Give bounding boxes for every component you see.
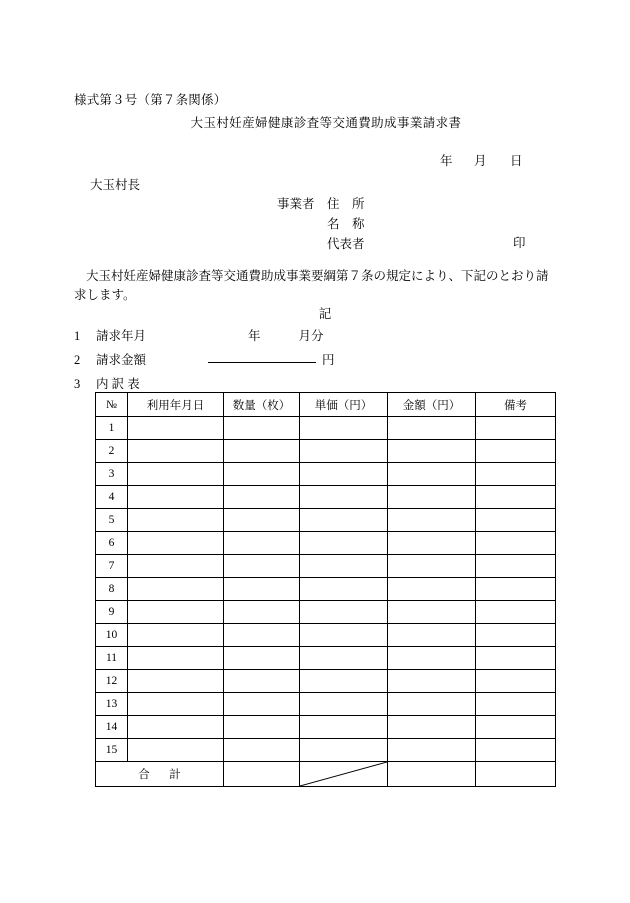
- cell-unit-price[interactable]: [300, 509, 388, 532]
- date-year-label: 年: [440, 154, 453, 168]
- cell-quantity[interactable]: [224, 417, 300, 440]
- representative-label: 代表者: [327, 237, 365, 251]
- cell-quantity[interactable]: [224, 578, 300, 601]
- table-row: [96, 555, 556, 578]
- header-note: 備考: [476, 393, 556, 417]
- table-row: [96, 647, 556, 670]
- business-operator-label: 事業者: [277, 197, 315, 211]
- date-month-label: 月: [474, 154, 487, 168]
- cell-amount[interactable]: [388, 693, 476, 716]
- item-1-number: 1: [74, 329, 81, 343]
- cell-use-date[interactable]: [128, 624, 224, 647]
- row-no: 8: [96, 578, 128, 601]
- cell-quantity[interactable]: [224, 463, 300, 486]
- row-no: 10: [96, 624, 128, 647]
- row-no: 14: [96, 716, 128, 739]
- cell-use-date[interactable]: [128, 670, 224, 693]
- row-no: 1: [96, 417, 128, 440]
- cell-amount[interactable]: [388, 463, 476, 486]
- item-breakdown: [74, 374, 140, 392]
- cell-note[interactable]: [476, 693, 556, 716]
- table-row: [96, 417, 556, 440]
- cell-unit-price[interactable]: [300, 647, 388, 670]
- table-row: [96, 440, 556, 463]
- cell-amount[interactable]: [388, 578, 476, 601]
- cell-note[interactable]: [476, 578, 556, 601]
- cell-note[interactable]: [476, 624, 556, 647]
- item-billing-amount: [74, 350, 146, 368]
- cell-note[interactable]: [476, 670, 556, 693]
- table-row: [96, 739, 556, 762]
- item-3-label: 内 訳 表: [96, 377, 140, 391]
- cell-unit-price[interactable]: [300, 532, 388, 555]
- cell-amount[interactable]: [388, 486, 476, 509]
- row-no: 11: [96, 647, 128, 670]
- item-2-number: 2: [74, 353, 81, 367]
- cell-amount[interactable]: [388, 670, 476, 693]
- cell-amount[interactable]: [388, 601, 476, 624]
- table-row: [96, 532, 556, 555]
- cell-note[interactable]: [476, 463, 556, 486]
- cell-note[interactable]: [476, 647, 556, 670]
- cell-use-date[interactable]: [128, 647, 224, 670]
- item-3-number: 3: [74, 377, 81, 391]
- header-amount: 金額（円）: [388, 393, 476, 417]
- party-address-row: [277, 194, 379, 214]
- cell-use-date[interactable]: [128, 693, 224, 716]
- address-label: 住 所: [327, 197, 365, 211]
- cell-unit-price[interactable]: [300, 739, 388, 762]
- billing-period-value: [248, 326, 324, 344]
- cell-unit-price[interactable]: [300, 670, 388, 693]
- cell-use-date[interactable]: [128, 509, 224, 532]
- cell-use-date[interactable]: [128, 486, 224, 509]
- total-amount[interactable]: [388, 762, 476, 787]
- cell-use-date[interactable]: [128, 555, 224, 578]
- row-no: 2: [96, 440, 128, 463]
- cell-amount[interactable]: [388, 624, 476, 647]
- cell-note[interactable]: [476, 509, 556, 532]
- cell-unit-price[interactable]: [300, 417, 388, 440]
- table-total-row: [96, 762, 556, 787]
- cell-use-date[interactable]: [128, 417, 224, 440]
- cell-unit-price[interactable]: [300, 693, 388, 716]
- cell-note[interactable]: [476, 486, 556, 509]
- row-no: 7: [96, 555, 128, 578]
- total-unit-price-blocked: [300, 762, 388, 787]
- cell-quantity[interactable]: [224, 670, 300, 693]
- billing-month-label: 月分: [298, 329, 324, 343]
- cell-quantity[interactable]: [224, 555, 300, 578]
- cell-note[interactable]: [476, 716, 556, 739]
- row-no: 5: [96, 509, 128, 532]
- table-row: [96, 486, 556, 509]
- cell-amount[interactable]: [388, 555, 476, 578]
- header-unit-price: 単価（円）: [300, 393, 388, 417]
- cell-unit-price[interactable]: [300, 624, 388, 647]
- cell-note[interactable]: [476, 417, 556, 440]
- seal-label: 印: [513, 236, 526, 250]
- cell-note[interactable]: [476, 739, 556, 762]
- table-row: [96, 670, 556, 693]
- header-no: №: [96, 393, 128, 417]
- cell-amount[interactable]: [388, 440, 476, 463]
- cell-quantity[interactable]: [224, 647, 300, 670]
- cell-amount[interactable]: [388, 647, 476, 670]
- row-no: 3: [96, 463, 128, 486]
- table-row: [96, 624, 556, 647]
- total-label: 合 計: [96, 762, 224, 787]
- amount-underline: [208, 362, 316, 363]
- cell-note[interactable]: [476, 440, 556, 463]
- cell-quantity[interactable]: [224, 601, 300, 624]
- item-2-label: 請求金額: [96, 353, 147, 367]
- row-no: 15: [96, 739, 128, 762]
- cell-unit-price[interactable]: [300, 486, 388, 509]
- amount-yen-label: 円: [322, 353, 335, 367]
- table-row: [96, 716, 556, 739]
- table-row: [96, 509, 556, 532]
- cell-quantity[interactable]: [224, 739, 300, 762]
- header-use-date: 利用年月日: [128, 393, 224, 417]
- billing-year-label: 年: [248, 329, 261, 343]
- cell-quantity[interactable]: [224, 716, 300, 739]
- table-row: [96, 463, 556, 486]
- total-note[interactable]: [476, 762, 556, 787]
- cell-unit-price[interactable]: [300, 578, 388, 601]
- cell-note[interactable]: [476, 555, 556, 578]
- item-1-label: 請求年月: [96, 329, 147, 343]
- party-name-row: [277, 214, 379, 234]
- cell-use-date[interactable]: [128, 601, 224, 624]
- row-no: 9: [96, 601, 128, 624]
- table-row: [96, 601, 556, 624]
- cell-use-date[interactable]: [128, 532, 224, 555]
- row-no: 12: [96, 670, 128, 693]
- cell-amount[interactable]: [388, 417, 476, 440]
- date-line: [440, 151, 523, 169]
- cell-amount[interactable]: [388, 739, 476, 762]
- cell-use-date[interactable]: [128, 739, 224, 762]
- ki-heading: 記: [318, 307, 332, 321]
- cell-use-date[interactable]: [128, 716, 224, 739]
- table-row: [96, 693, 556, 716]
- cell-use-date[interactable]: [128, 578, 224, 601]
- cell-quantity[interactable]: [224, 693, 300, 716]
- cell-note[interactable]: [476, 601, 556, 624]
- breakdown-table: [95, 392, 556, 787]
- diagonal-strike-icon: [300, 762, 387, 786]
- body-text: 大玉村妊産婦健康診査等交通費助成事業要綱第７条の規定により、下記のとおり請求します。: [74, 269, 549, 302]
- cell-quantity[interactable]: [224, 440, 300, 463]
- cell-unit-price[interactable]: [300, 440, 388, 463]
- cell-use-date[interactable]: [128, 463, 224, 486]
- form-number: 様式第３号（第７条関係）: [74, 93, 227, 107]
- date-day-label: 日: [510, 154, 523, 168]
- header-quantity: 数量（枚）: [224, 393, 300, 417]
- table-header-row: [96, 393, 556, 417]
- total-quantity[interactable]: [224, 762, 300, 787]
- cell-unit-price[interactable]: [300, 463, 388, 486]
- cell-quantity[interactable]: [224, 486, 300, 509]
- cell-quantity[interactable]: [224, 624, 300, 647]
- cell-amount[interactable]: [388, 716, 476, 739]
- addressee: 大玉村長: [90, 178, 141, 192]
- party-representative-row: [277, 234, 379, 254]
- cell-note[interactable]: [476, 532, 556, 555]
- item-billing-period: [74, 326, 146, 344]
- cell-use-date[interactable]: [128, 440, 224, 463]
- row-no: 4: [96, 486, 128, 509]
- row-no: 6: [96, 532, 128, 555]
- cell-quantity[interactable]: [224, 532, 300, 555]
- cell-amount[interactable]: [388, 532, 476, 555]
- cell-amount[interactable]: [388, 509, 476, 532]
- row-no: 13: [96, 693, 128, 716]
- party-block: [277, 194, 379, 254]
- page-title: 大玉村妊産婦健康診査等交通費助成事業請求書: [190, 116, 462, 130]
- cell-unit-price[interactable]: [300, 716, 388, 739]
- table-row: [96, 578, 556, 601]
- name-label: 名 称: [327, 217, 365, 231]
- cell-unit-price[interactable]: [300, 555, 388, 578]
- cell-quantity[interactable]: [224, 509, 300, 532]
- cell-unit-price[interactable]: [300, 601, 388, 624]
